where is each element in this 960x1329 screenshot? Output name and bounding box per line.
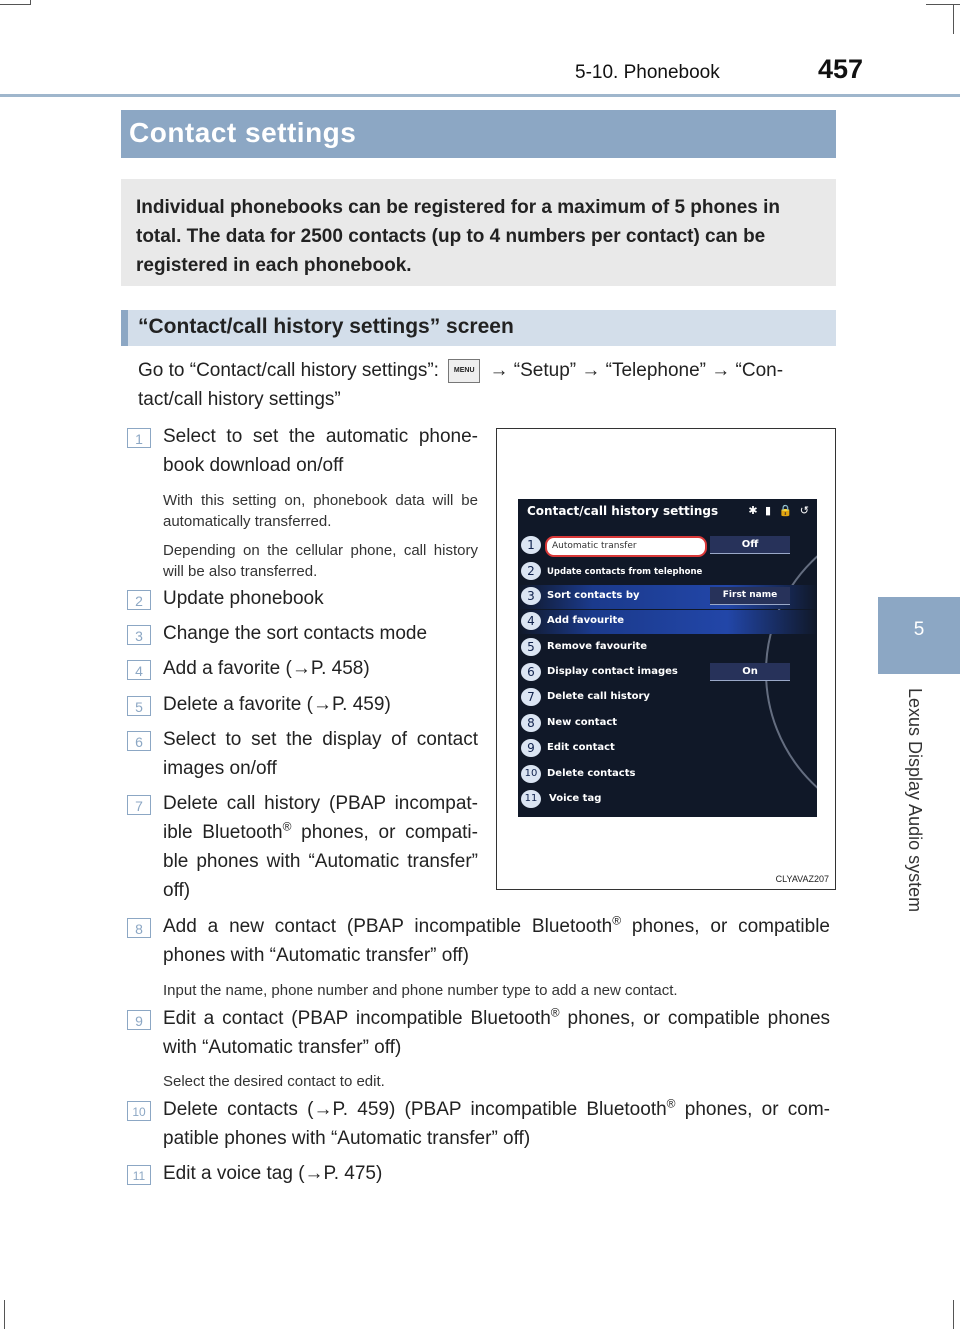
item-text-part: Delete contacts (→P. 459) (PBAP incompatible Bluetooth (163, 1099, 667, 1120)
row-value: On (710, 663, 790, 681)
row-label: Display contact images (547, 666, 678, 677)
screen-row-automatic-transfer[interactable] (518, 534, 817, 558)
item-note: With this setting on, phonebook data will be automatically transferred. (163, 492, 478, 530)
item-text: Change the sort contacts mode (163, 623, 428, 644)
subheading: “Contact/call history settings” screen (121, 310, 836, 346)
item-text-part: phones, or compatible phones with “Automatic transfer” off) (163, 1008, 831, 1058)
crop-mark (953, 4, 954, 34)
screen-row-edit-contact[interactable] (518, 737, 817, 761)
item-number: 5 (127, 696, 151, 716)
status-icons: ✱ ▮ 🔒 ↺ (748, 504, 811, 517)
row-number: 7 (521, 688, 541, 706)
item-text: Delete a favorite (→P. 459) (163, 694, 391, 715)
row-number: 6 (521, 663, 541, 681)
screen-row-display-images[interactable] (518, 661, 817, 685)
item-note: Input the name, phone number and phone number type to add a new contact. (163, 982, 678, 999)
crop-mark (926, 4, 960, 5)
item-text: Add a favorite (→P. 458) (163, 658, 370, 679)
row-number: 3 (521, 587, 541, 605)
item-number: 6 (127, 731, 151, 751)
header-rule (0, 94, 960, 97)
item-note: Select the desired contact to edit. (163, 1073, 385, 1090)
item-note: Depending on the cellular phone, call history will be also transferred. (163, 542, 478, 580)
row-number: 1 (521, 536, 541, 554)
row-number: 9 (521, 739, 541, 757)
menu-button-icon: MENU (448, 359, 480, 383)
item-number: 10 (127, 1101, 151, 1121)
screen-row-sort-contacts[interactable] (518, 585, 817, 609)
row-number: 2 (521, 562, 541, 580)
item-number: 8 (127, 918, 151, 938)
row-label: Edit contact (547, 742, 615, 753)
row-label: Delete contacts (547, 768, 636, 779)
row-label: Add favourite (547, 615, 625, 626)
page-number: 457 (818, 54, 864, 84)
row-label: New contact (547, 717, 618, 728)
row-label: Sort contacts by (547, 590, 640, 601)
item-number: 3 (127, 625, 151, 645)
section-heading: 5-10. Phonebook (575, 62, 720, 83)
crop-mark (0, 4, 30, 5)
chapter-tab (878, 597, 960, 674)
screen-row-update-contacts[interactable] (518, 560, 817, 584)
row-value: First name (710, 587, 790, 605)
item-number: 1 (127, 428, 151, 448)
registered-mark: ® (282, 819, 292, 834)
page-title: Contact settings (121, 110, 836, 158)
registered-mark: ® (666, 1096, 676, 1111)
item-number: 2 (127, 590, 151, 610)
row-label-selected: Automatic transfer (545, 536, 707, 557)
display-screen (518, 499, 817, 817)
screen-row-new-contact[interactable] (518, 712, 817, 736)
row-number: 5 (521, 638, 541, 656)
item-text-part: Add a new contact (PBAP incompatible Bluetooth (163, 916, 613, 937)
item-text-part: phones, or compati-ble phones with “Automatic transfer” off) (163, 822, 478, 901)
row-value: Off (710, 536, 790, 554)
registered-mark: ® (612, 913, 622, 928)
chapter-title: Lexus Display Audio system (905, 688, 925, 913)
screen-row-delete-call-history[interactable] (518, 686, 817, 710)
item-text: Update phonebook (163, 588, 324, 609)
goto-text-after: → “Setup” → “Telephone” → “Con-tact/call history settings” (138, 360, 784, 410)
item-text: Select to set the automatic phone-book download on/off (163, 426, 478, 476)
registered-mark: ® (550, 1005, 560, 1020)
figure-code: CLYAVAZ207 (775, 874, 829, 884)
item-text-part: Edit a contact (PBAP incompatible Bluetooth (163, 1008, 551, 1029)
item-text (163, 912, 830, 970)
intro-box: Individual phonebooks can be registered for a maximum of 5 phones in total. The data for 2500 contacts (up to 4 numbers per contact) can be registered in each phonebook. (121, 179, 836, 286)
item-text: Edit a voice tag (→P. 475) (163, 1163, 383, 1184)
row-number: 8 (521, 714, 541, 732)
screen-figure (496, 428, 836, 890)
item-number: 11 (127, 1165, 151, 1185)
screen-title: Contact/call history settings (527, 504, 719, 518)
item-text: Select to set the display of contact images on/off (163, 729, 478, 779)
row-number: 4 (521, 612, 541, 630)
item-text-part: phones, or com-patible phones with “Automatic transfer” off) (163, 1099, 830, 1149)
item-number: 4 (127, 660, 151, 680)
row-number: 10 (521, 765, 541, 783)
screen-row-voice-tag[interactable] (518, 788, 817, 812)
crop-mark (953, 1300, 954, 1329)
item-text (163, 789, 478, 905)
row-number: 11 (521, 790, 541, 808)
screen-row-delete-contacts[interactable] (518, 763, 817, 787)
row-label: Update contacts from telephone (547, 567, 703, 577)
screen-row-remove-favourite[interactable] (518, 636, 817, 660)
item-text (163, 1095, 830, 1153)
item-number: 9 (127, 1010, 151, 1030)
goto-text-before: Go to “Contact/call history settings”: (138, 360, 439, 381)
row-label: Remove favourite (547, 641, 648, 652)
navigation-instruction (138, 356, 832, 414)
item-text-part: phones, or compatible phones with “Automatic transfer” off) (163, 916, 830, 966)
item-number: 7 (127, 795, 151, 815)
row-label: Delete call history (547, 691, 650, 702)
row-label: Voice tag (549, 793, 602, 804)
chapter-number: 5 (913, 619, 925, 640)
screen-row-add-favourite[interactable] (518, 610, 817, 634)
item-text (163, 1004, 830, 1062)
crop-mark (30, 0, 31, 5)
crop-mark (4, 1300, 5, 1329)
item-text-part: Delete call history (PBAP incompat-ible Bluetooth (163, 793, 478, 843)
